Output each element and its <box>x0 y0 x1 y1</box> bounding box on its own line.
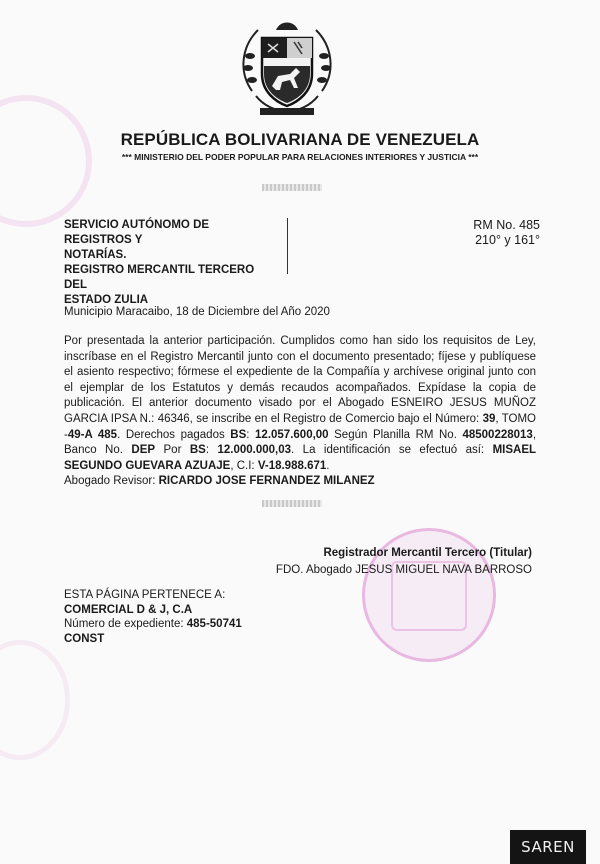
security-stripe <box>262 500 322 507</box>
belongs-label: ESTA PÁGINA PERTENECE A: <box>64 589 226 601</box>
registrar-name: FDO. Abogado JESUS MIGUEL NAVA BARROSO <box>275 564 532 576</box>
office-line: ESTADO ZULIA <box>64 294 149 306</box>
identified-person: MISAEL SEGUNDO GUEVARA AZUAJE <box>64 444 537 472</box>
registry-coordinates: 210° y 161° <box>475 233 540 247</box>
header-divider <box>287 218 288 274</box>
planilla-number: 48500228013 <box>462 428 533 441</box>
id-number: V-18.988.671 <box>257 459 327 472</box>
company-name: COMERCIAL D & J, C.A <box>64 603 193 616</box>
coat-of-arms-icon <box>232 16 342 126</box>
security-stripe <box>262 184 322 191</box>
registry-office-block <box>64 218 279 308</box>
office-line: SERVICIO AUTÓNOMO DE REGISTROS Y <box>64 219 210 246</box>
fees-amount: 12.057.600,00 <box>255 428 329 441</box>
deposit-amount: 12.000.000,03 <box>217 444 292 457</box>
date-line: Municipio Maracaibo, 18 de Diciembre del Año 2020 <box>64 306 330 318</box>
signature-block <box>260 545 532 579</box>
office-line: NOTARÍAS. <box>64 249 127 261</box>
reviewer-name: RICARDO JOSE FERNANDEZ MILANEZ <box>158 475 375 488</box>
registry-number: 39 <box>482 412 496 425</box>
ministry-subtitle: *** MINISTERIO DEL PODER POPULAR PARA RELACIONES INTERIORES Y JUSTICIA *** <box>121 152 479 162</box>
page-title: REPÚBLICA BOLIVARIANA DE VENEZUELA <box>120 130 480 149</box>
const-label: CONST <box>64 632 105 645</box>
faint-stamp-left-lower <box>0 640 70 760</box>
registration-text: Por presentada la anterior participación. Cumplidos como han sido los requisitos de Ley, inscríbase en el Registro Mercantil junto con el documento presentado; fíjese y publíquese el asiento respectivo; fórmese el expediente de la Compañía y archívese original junto con el ejemplar de los Estatutos y demás recaudos acompañados. Expídase la copia de publicación. El anterior documento visado por el Abogado ESNEIRO JESUS MUÑOZ GARCIA IPSA N.: 46346, se inscribe en el Registro de Comercio bajo el Número: 39, TOMO -49-A 485. Derechos pagados BS: 12.057.600,00 Según Planilla RM No. 48500228013, Banco No. DEP Por BS: 12.000.000,03. La identificación se efectuó así: MISAEL SEGUNDO GUEVARA AZUAJE, C.I: V-18.988.671. Abogado Revisor: RICARDO JOSE FERNANDEZ MILANEZ <box>64 335 537 488</box>
page-owner-block <box>64 588 242 646</box>
tomo-value: 49-A 485 <box>67 428 118 441</box>
expediente-number: 485-50741 <box>186 618 242 630</box>
registry-reference <box>430 218 540 248</box>
office-line: REGISTRO MERCANTIL TERCERO DEL <box>64 264 255 291</box>
registrar-title: Registrador Mercantil Tercero (Titular) <box>323 547 532 559</box>
saren-label: SAREN <box>510 830 586 864</box>
expediente-line: Número de expediente: 485-50741 <box>64 618 242 630</box>
rm-number: RM No. 485 <box>473 218 540 232</box>
